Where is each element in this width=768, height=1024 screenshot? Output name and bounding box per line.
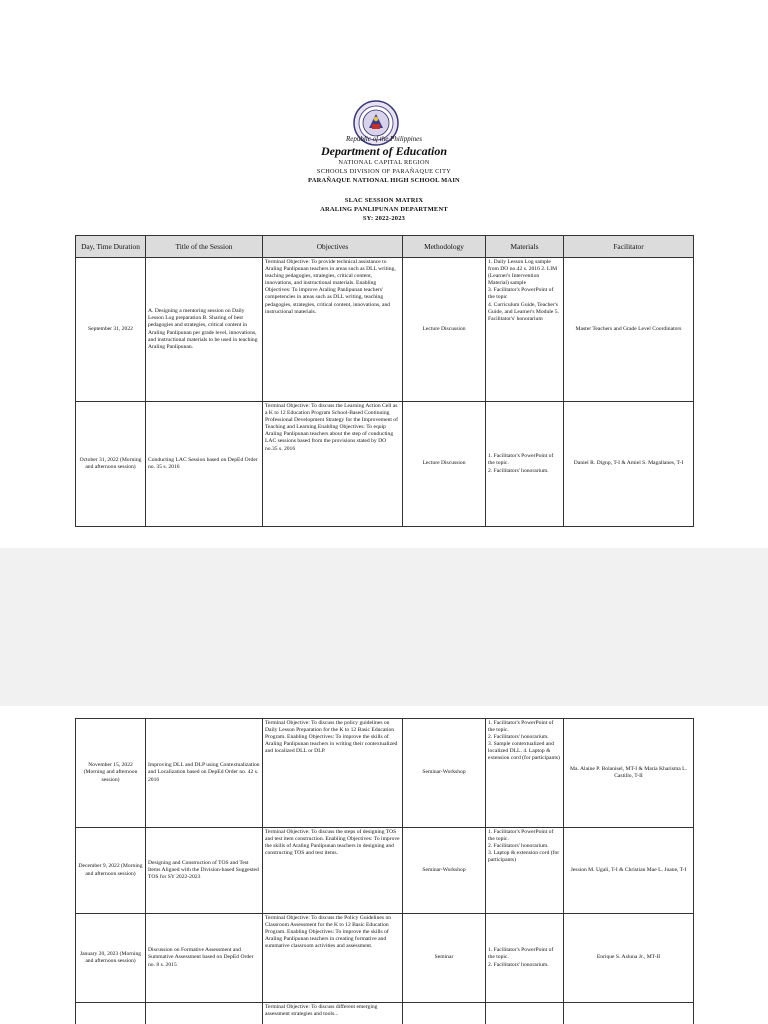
material-item: 1. Facilitator's PowerPoint of the topic. bbox=[488, 947, 554, 961]
table-row bbox=[76, 402, 694, 527]
methodology-cell bbox=[403, 1003, 486, 1024]
objectives-cell: Terminal Objective: To discuss different emerging assessment strategies and tools... bbox=[263, 1003, 403, 1024]
material-item: 2. Facilitators' honorarium. bbox=[488, 467, 549, 474]
objectives-cell: Terminal Objective: To discuss the Learning Action Cell as a K to 12 Education Program School-Based Continuing Professional Development Strategy for the Improvement of Teaching and Learning Enabling Objectives: To equip Araling Panlipunan teachers about the step of conducting LAC sessions based from the provisions stated by DO no.35 s. 2016 bbox=[263, 402, 403, 527]
material-item: 4. Curriculum Guide, Teacher's Guide, and Learner's Module 5. Facilitator's' honorarium bbox=[488, 301, 559, 322]
facilitator-cell: Master Teachers and Grade Level Coordinators bbox=[564, 258, 694, 402]
objectives-cell: Terminal Objective: To discuss the Policy Guidelines on Classroom Assessment for the K to 12 Basic Education Program. Enabling Objectives: To improve the skills of Araling Panlipunan teachers in creating formative and summative classroom activities and assessment. bbox=[263, 914, 403, 1003]
day-cell: November 15, 2022 (Morning and afternoon session) bbox=[76, 719, 146, 828]
column-header: Facilitator bbox=[564, 236, 694, 258]
material-item: 2. Facilitators' honorarium. bbox=[488, 734, 549, 741]
objectives-cell: Terminal Objective: To provide technical assistance to Araling Panlipunan teachers in areas such as DLL writing, teaching pedagogies, strategies, critical content, innovations, and instructional materials. Enabling Objectives: To improve Araling Panlipunan teachers' competencies in areas such as DLL writing, teaching pedagogies, strategies, critical content, innovations, and instructional materials. bbox=[263, 258, 403, 402]
school-year: SY: 2022-2023 bbox=[362, 215, 406, 222]
title-cell: Conducting LAC Session based on DepEd Order no. 35 s. 2016 bbox=[146, 402, 263, 527]
materials-cell bbox=[486, 258, 564, 402]
table-row bbox=[76, 914, 694, 1003]
school-label: PARAÑAQUE NATIONAL HIGH SCHOOL MAIN bbox=[308, 177, 460, 184]
facilitator-cell: Ma. Alaine P. Bolanisel, MT-I & Maria Kharisma L. Castillo, T-II bbox=[564, 719, 694, 828]
methodology-cell: Seminar-Workshop bbox=[403, 828, 486, 914]
table-row bbox=[76, 719, 694, 828]
department-name: ARALING PANLIPUNAN DEPARTMENT bbox=[320, 206, 448, 213]
material-item: 3. Laptop & extension cord (for participants) bbox=[488, 850, 560, 864]
material-item: 3. Facilitator's PowerPoint of the topic bbox=[488, 287, 554, 301]
methodology-cell: Seminar bbox=[403, 914, 486, 1003]
column-header: Materials bbox=[486, 236, 564, 258]
methodology-cell: Lecture Discussion bbox=[403, 258, 486, 402]
matrix-title: SLAC SESSION MATRIX bbox=[344, 197, 424, 204]
materials-cell bbox=[486, 402, 564, 527]
title-cell: Improving DLL and DLP using Contextualization and Localization based on DepEd Order no. 42 s. 2016 bbox=[146, 719, 263, 828]
facilitator-cell: Enrique S. Asluna Jr., MT-II bbox=[564, 914, 694, 1003]
materials-cell bbox=[486, 719, 564, 828]
table-row bbox=[76, 1003, 694, 1024]
material-item: 1. Facilitator's PowerPoint of the topic. bbox=[488, 720, 554, 734]
table-row bbox=[76, 258, 694, 402]
day-cell: January 20, 2023 (Morning and afternoon session) bbox=[76, 914, 146, 1003]
day-cell: October 31, 2022 (Morning and afternoon session) bbox=[76, 402, 146, 527]
session-matrix-table bbox=[75, 235, 694, 527]
table-row bbox=[76, 828, 694, 914]
material-item: 1. Facilitator's PowerPoint of the topic. bbox=[488, 453, 554, 467]
division-label: SCHOOLS DIVISION OF PARAÑAQUE CITY bbox=[316, 168, 452, 175]
material-item: 1. Daily Lesson Log sample from DO no.42 s. 2016 2. LIM (Learner's Intervention Material) sample bbox=[488, 259, 558, 287]
day-cell: September 31, 2022 bbox=[76, 258, 146, 402]
facilitator-cell: Daniel R. Dignp, T-I & Amiel S. Magallanes, T-I bbox=[564, 402, 694, 527]
materials-cell bbox=[486, 1003, 564, 1024]
day-cell: December 9, 2022 (Morning and afternoon session) bbox=[76, 828, 146, 914]
column-header: Day, Time Duration bbox=[76, 236, 146, 258]
table-header-row bbox=[76, 236, 694, 258]
document-page-2 bbox=[0, 706, 768, 1024]
material-item: 1. Facilitator's PowerPoint of the topic. bbox=[488, 829, 554, 843]
objectives-cell: Terminal Objective: To discuss the steps of designing TOS and test item construction. Enabling Objectives: To improve the skills of Araling Panlipunan teachers in designing and constructing TOS and test items. bbox=[263, 828, 403, 914]
methodology-cell: Lecture Discussion bbox=[403, 402, 486, 527]
materials-cell bbox=[486, 914, 564, 1003]
material-item: 3. Sample contextualized and localized DLL. 4. Laptop & extension cord (for participants) bbox=[488, 741, 560, 762]
title-cell bbox=[146, 1003, 263, 1024]
day-cell bbox=[76, 1003, 146, 1024]
title-cell: Designing and Construction of TOS and Test Items Aligned with the Division-based Suggested TOS for SY 2022-2023 bbox=[146, 828, 263, 914]
column-header: Methodology bbox=[403, 236, 486, 258]
materials-cell bbox=[486, 828, 564, 914]
methodology-cell: Seminar-Workshop bbox=[403, 719, 486, 828]
republic-label: Republic of the Philippines bbox=[345, 135, 422, 143]
department-title: Department of Education bbox=[320, 144, 447, 158]
material-item: 2. Facilitators' honorarium. bbox=[488, 961, 549, 968]
facilitator-cell: Jession M. Ugali, T-I & Christian Mae L. Juane, T-I bbox=[564, 828, 694, 914]
column-header: Objectives bbox=[263, 236, 403, 258]
material-item: 2. Facilitators' honorarium. bbox=[488, 843, 549, 850]
session-matrix-table-continued bbox=[75, 718, 694, 1024]
objectives-cell: Terminal Objective: To discuss the policy guidelines on Daily Lesson Preparation for the K to 12 Basic Education Program. Enabling Objectives: To improve the skills of Araling Panlipunan teachers in writing their contextualized and localized DLL or DLP. bbox=[263, 719, 403, 828]
facilitator-cell bbox=[564, 1003, 694, 1024]
title-cell: A. Designing a mentoring session on Daily Lesson Log preparation B. Sharing of best pedagogies and strategies, critical content in Araling Panlipunan per grade level, innovations, and instructional materials to be used in teaching Araling Panlipunan. bbox=[146, 258, 263, 402]
region-label: NATIONAL CAPITAL REGION bbox=[338, 159, 430, 166]
column-header: Title of the Session bbox=[146, 236, 263, 258]
title-cell: Discussion on Formative Assessment and Summative Assessment based on DepEd Order no. 8 s. 2015 bbox=[146, 914, 263, 1003]
